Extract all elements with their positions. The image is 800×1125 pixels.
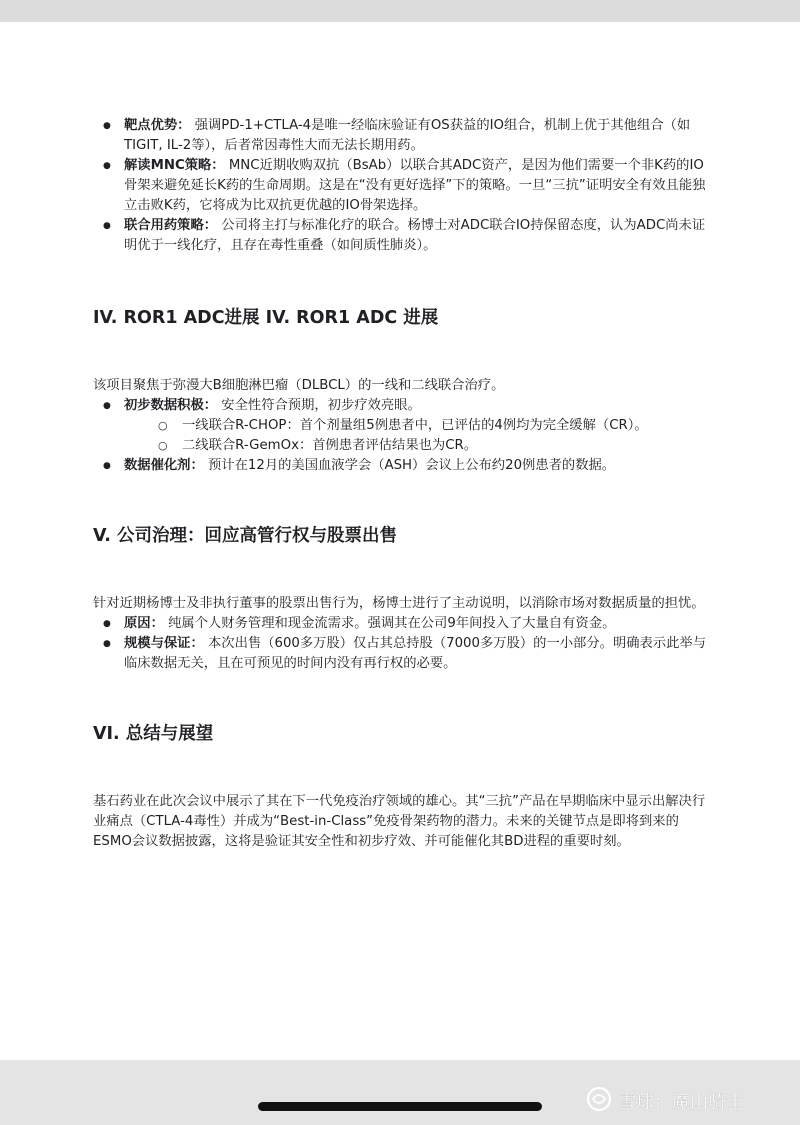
- bullet-mnc-strategy: [93, 156, 713, 216]
- bullet-term: 原因：: [124, 616, 164, 631]
- snowball-logo-icon: [586, 1086, 618, 1117]
- section4-intro: 该项目聚焦于弥漫大B细胞淋巴瘤（DLBCL）的一线和二线联合治疗。: [93, 378, 505, 393]
- bullet-initial-data: [93, 396, 713, 456]
- sub-bullet-rgemox: ○ 二线联合R-GemOx：首例患者评估结果也为CR。: [124, 436, 713, 456]
- bullet-text: 纯属个人财务管理和现金流需求。强调其在公司9年间投入了大量自有资金。: [163, 616, 616, 631]
- bullet-term: 规模与保证：: [124, 636, 204, 651]
- sub-bullet-list: [124, 416, 713, 456]
- bullet-scale-guarantee: [93, 634, 713, 674]
- bullet-text: 预计在12月的美国血液学会（ASH）会议上公布约20例患者的数据。: [203, 458, 616, 473]
- watermark-text: 雪球：魔山骑士: [618, 1092, 744, 1113]
- bullet-combination-strategy: [93, 216, 713, 256]
- bullet-text: 强调PD-1+CTLA-4是唯一经临床验证有OS获益的IO组合，机制上优于其他组合（如TIGIT, IL-2等），后者常因毒性大而无法长期用药。: [124, 118, 691, 153]
- section4-heading: IV. ROR1 ADC进展 IV. ROR1 ADC 进展: [93, 308, 439, 328]
- bullet-data-catalyst: [93, 456, 713, 476]
- bullet-text: 公司将主打与标准化疗的联合。杨博士对ADC联合IO持保留态度，认为ADC尚未证明优于一线化疗，且存在毒性重叠（如间质性肺炎）。: [124, 218, 706, 253]
- bullet-text: MNC近期收购双抗（BsAb）以联合其ADC资产，是因为他们需要一个非K药的IO骨架来避免延长K药的生命周期。这是在“没有更好选择”下的策略。一旦“三抗”证明安全有效且能独立击败K药，它将成为比双抗更优越的IO骨架选择。: [124, 158, 706, 213]
- bullet-term: 靶点优势：: [124, 118, 191, 133]
- bullet-text: 本次出售（600多万股）仅占其总持股（7000多万股）的一小部分。明确表示此举与临床数据无关，且在可预见的时间内没有再行权的必要。: [124, 636, 707, 671]
- section4-bullet-list: [93, 396, 713, 476]
- bullet-term: 数据催化剂：: [124, 458, 204, 473]
- bullet-term: 解读MNC策略：: [124, 158, 225, 173]
- section6-heading: VI. 总结与展望: [93, 724, 214, 744]
- sub-bullet-rchop: ○ 一线联合R-CHOP：首个剂量组5例患者中，已评估的4例均为完全缓解（CR）。: [124, 416, 713, 436]
- section3-bullet-list: [93, 116, 713, 256]
- document-content: [93, 116, 713, 852]
- top-status-strip: [0, 0, 800, 22]
- home-indicator[interactable]: [258, 1102, 542, 1111]
- bullet-reason: [93, 614, 713, 634]
- watermark: [586, 1086, 744, 1116]
- bullet-target-advantage: [93, 116, 713, 156]
- bullet-term: 初步数据积极：: [124, 398, 218, 413]
- bullet-term: 联合用药策略：: [124, 218, 218, 233]
- document-page: [0, 22, 800, 1060]
- bullet-text: 安全性符合预期，初步疗效亮眼。: [217, 398, 421, 413]
- section5-heading: V. 公司治理：回应高管行权与股票出售: [93, 526, 398, 546]
- section6-summary: 基石药业在此次会议中展示了其在下一代免疫治疗领域的雄心。其“三抗”产品在早期临床中显示出解决行业痛点（CTLA-4毒性）并成为“Best-in-Class”免疫骨架药物的潜力。未来的关键节点是即将到来的ESMO会议数据披露，这将是验证其安全性和初步疗效、并可能催化其BD进程的重要时刻。: [93, 794, 706, 849]
- section5-bullet-list: [93, 614, 713, 674]
- section5-intro: 针对近期杨博士及非执行董事的股票出售行为，杨博士进行了主动说明，以消除市场对数据质量的担忧。: [93, 596, 705, 611]
